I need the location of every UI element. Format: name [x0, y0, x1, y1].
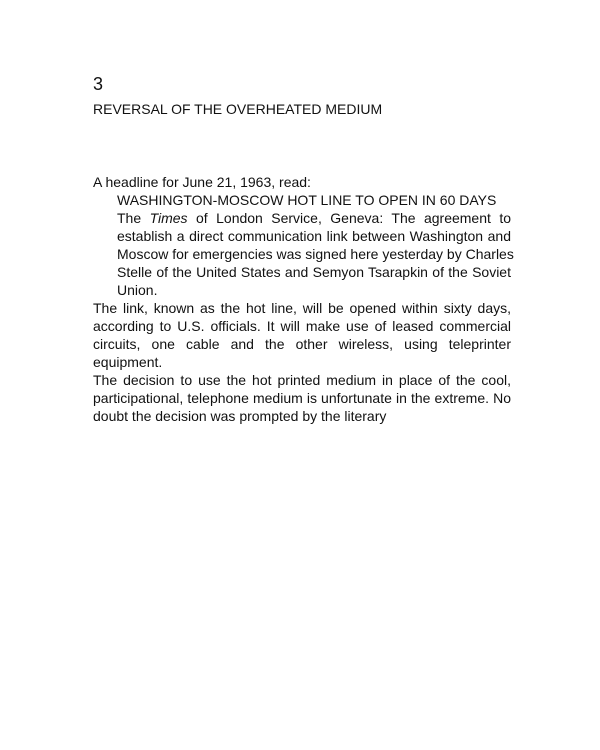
text-line: Stelle of the United States and Semyon Tsarapkin of the Soviet — [117, 264, 511, 280]
chapter-number: 3 — [93, 74, 104, 94]
text-line: doubt the decision was prompted by the literary — [93, 408, 387, 424]
text-line: equipment. — [93, 354, 163, 370]
chapter-title: REVERSAL OF THE OVERHEATED MEDIUM — [93, 101, 383, 117]
text-line: circuits, one cable and the other wireless, using teleprinter — [93, 336, 511, 352]
italic-text: Times — [149, 210, 188, 226]
body-text — [93, 173, 514, 425]
text-line: A headline for June 21, 1963, read: — [93, 174, 311, 190]
text-line: participational, telephone medium is unfortunate in the extreme. No — [93, 390, 511, 406]
text-line: WASHINGTON-MOSCOW HOT LINE TO OPEN IN 60 DAYS — [117, 192, 497, 208]
text-line: The Times of London Service, Geneva: The agreement to — [117, 210, 511, 226]
paragraph — [93, 173, 511, 191]
text-line: Union. — [117, 282, 158, 298]
quoted-paragraph — [93, 209, 514, 299]
text-line: according to U.S. officials. It will make use of leased commercial — [93, 318, 511, 334]
paragraph — [93, 299, 511, 371]
quoted-paragraph — [93, 191, 511, 209]
paragraph — [93, 371, 511, 425]
text-line: The decision to use the hot printed medium in place of the cool, — [93, 372, 511, 388]
text-line: Moscow for emergencies was signed here yesterday by Charles — [117, 246, 514, 262]
text-line: The link, known as the hot line, will be opened within sixty days, — [93, 300, 511, 316]
text-line: establish a direct communication link between Washington and — [117, 228, 511, 244]
